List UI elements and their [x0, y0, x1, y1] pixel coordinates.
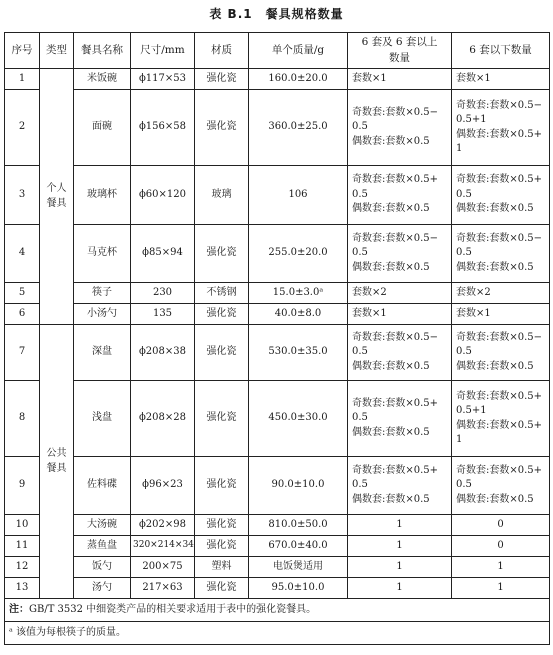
- footnote-row: [5, 622, 550, 645]
- note-text: GB/T 3532 中细瓷类产品的相关要求适用于表中的强化瓷餐具。: [29, 603, 317, 615]
- cell-material: 强化瓷: [195, 381, 249, 457]
- cell-qty-under-6: 套数×1: [452, 304, 550, 325]
- cell-mass: 360.0±25.0: [249, 90, 348, 166]
- table-title: 表 B.1 餐具规格数量: [209, 7, 344, 21]
- cell-material: 强化瓷: [195, 325, 249, 381]
- header-name: 餐具名称: [74, 33, 131, 69]
- cell-qty-under-6: 奇数套:套数×0.5− 0.5 偶数套:套数×0.5: [452, 325, 550, 381]
- cell-qty-under-6: 1: [452, 557, 550, 578]
- cell-qty-under-6: 奇数套:套数×0.5+ 0.5 偶数套:套数×0.5: [452, 457, 550, 515]
- cell-material: 强化瓷: [195, 225, 249, 283]
- cell-size: ϕ96×23: [131, 457, 195, 515]
- header-mass: 单个质量/g: [249, 33, 348, 69]
- cell-size: 217×63: [131, 578, 195, 599]
- table-row: [5, 166, 550, 225]
- cell-name: 马克杯: [74, 225, 131, 283]
- cell-name: 汤勺: [74, 578, 131, 599]
- note-row: [5, 599, 550, 622]
- cell-material: 强化瓷: [195, 90, 249, 166]
- cell-mass: 106: [249, 166, 348, 225]
- cell-mass: 90.0±10.0: [249, 457, 348, 515]
- cell-qty-under-6: 0: [452, 515, 550, 536]
- cell-name: 小汤勺: [74, 304, 131, 325]
- cell-name: 玻璃杯: [74, 166, 131, 225]
- cell-name: 浅盘: [74, 381, 131, 457]
- cell-name: 深盘: [74, 325, 131, 381]
- cell-no: 8: [5, 381, 40, 457]
- cell-name: 筷子: [74, 283, 131, 304]
- cell-mass: 670.0±40.0: [249, 536, 348, 557]
- cell-no: 5: [5, 283, 40, 304]
- cell-qty-6-plus: 奇数套:套数×0.5+ 0.5 偶数套:套数×0.5: [348, 381, 452, 457]
- cell-size: ϕ60×120: [131, 166, 195, 225]
- cell-name: 大汤碗: [74, 515, 131, 536]
- cell-qty-under-6: 奇数套:套数×0.5− 0.5 偶数套:套数×0.5: [452, 225, 550, 283]
- table-row: [5, 578, 550, 599]
- cell-material: 玻璃: [195, 166, 249, 225]
- cell-qty-6-plus: 套数×2: [348, 283, 452, 304]
- cell-material: 强化瓷: [195, 578, 249, 599]
- table-row: [5, 536, 550, 557]
- cell-mass: 450.0±30.0: [249, 381, 348, 457]
- group-personal: 个人 餐具: [40, 69, 74, 325]
- header-qty-under-6: 6 套以下数量: [452, 33, 550, 69]
- cell-no: 3: [5, 166, 40, 225]
- cell-no: 13: [5, 578, 40, 599]
- cell-mass: 255.0±20.0: [249, 225, 348, 283]
- cell-name: 蒸鱼盘: [74, 536, 131, 557]
- cell-no: 2: [5, 90, 40, 166]
- header-type: 类型: [40, 33, 74, 69]
- cell-mass: 160.0±20.0: [249, 69, 348, 90]
- cell-size: 200×75: [131, 557, 195, 578]
- cell-qty-6-plus: 1: [348, 557, 452, 578]
- table-row: [5, 90, 550, 166]
- header-material: 材质: [195, 33, 249, 69]
- cell-size: ϕ85×94: [131, 225, 195, 283]
- cell-size: ϕ208×38: [131, 325, 195, 381]
- cell-material: 强化瓷: [195, 536, 249, 557]
- table-row: [5, 69, 550, 90]
- cell-qty-6-plus: 套数×1: [348, 304, 452, 325]
- cell-name: 饭勺: [74, 557, 131, 578]
- header-no: 序号: [5, 33, 40, 69]
- header-row: [5, 33, 550, 69]
- cell-size: ϕ202×98: [131, 515, 195, 536]
- cell-no: 1: [5, 69, 40, 90]
- cell-qty-6-plus: 1: [348, 536, 452, 557]
- header-qty-6-plus: 6 套及 6 套以上 数量: [348, 33, 452, 69]
- cell-mass: 810.0±50.0: [249, 515, 348, 536]
- cell-mass: 530.0±35.0: [249, 325, 348, 381]
- cell-no: 4: [5, 225, 40, 283]
- cell-qty-6-plus: 1: [348, 578, 452, 599]
- table-row: [5, 515, 550, 536]
- cell-material: 强化瓷: [195, 457, 249, 515]
- table-row: [5, 381, 550, 457]
- table-row: [5, 457, 550, 515]
- header-size: 尺寸/mm: [131, 33, 195, 69]
- table-footnote: ᵃ 该值为每根筷子的质量。: [5, 622, 550, 645]
- cell-qty-under-6: 奇数套:套数×0.5− 0.5+1 偶数套:套数×0.5+ 1: [452, 90, 550, 166]
- cell-qty-6-plus: 1: [348, 515, 452, 536]
- cell-no: 9: [5, 457, 40, 515]
- cell-mass: 95.0±10.0: [249, 578, 348, 599]
- cell-mass: 15.0±3.0ᵃ: [249, 283, 348, 304]
- table-row: [5, 557, 550, 578]
- cell-size: 320×214×34: [131, 536, 195, 557]
- cell-qty-6-plus: 奇数套:套数×0.5+ 0.5 偶数套:套数×0.5: [348, 457, 452, 515]
- cell-material: 强化瓷: [195, 515, 249, 536]
- cell-material: 塑料: [195, 557, 249, 578]
- cell-size: 135: [131, 304, 195, 325]
- cell-qty-under-6: 1: [452, 578, 550, 599]
- cell-mass: 电饭煲适用: [249, 557, 348, 578]
- cell-qty-under-6: 奇数套:套数×0.5+ 0.5+1 偶数套:套数×0.5+ 1: [452, 381, 550, 457]
- cell-size: ϕ208×28: [131, 381, 195, 457]
- cell-size: ϕ156×58: [131, 90, 195, 166]
- cell-name: 面碗: [74, 90, 131, 166]
- cell-qty-under-6: 套数×1: [452, 69, 550, 90]
- cell-qty-under-6: 套数×2: [452, 283, 550, 304]
- note-label: 注：: [9, 603, 29, 615]
- cell-no: 12: [5, 557, 40, 578]
- cell-no: 7: [5, 325, 40, 381]
- cell-qty-6-plus: 奇数套:套数×0.5− 0.5 偶数套:套数×0.5: [348, 90, 452, 166]
- cell-qty-6-plus: 奇数套:套数×0.5− 0.5 偶数套:套数×0.5: [348, 225, 452, 283]
- cell-qty-under-6: 0: [452, 536, 550, 557]
- group-public: 公共 餐具: [40, 325, 74, 599]
- table-row: [5, 304, 550, 325]
- cell-qty-6-plus: 套数×1: [348, 69, 452, 90]
- cell-material: 不锈钢: [195, 283, 249, 304]
- cell-name: 佐料碟: [74, 457, 131, 515]
- cell-size: ϕ117×53: [131, 69, 195, 90]
- cell-material: 强化瓷: [195, 69, 249, 90]
- cell-qty-under-6: 奇数套:套数×0.5+ 0.5 偶数套:套数×0.5: [452, 166, 550, 225]
- cell-no: 10: [5, 515, 40, 536]
- cell-no: 11: [5, 536, 40, 557]
- table-row: [5, 225, 550, 283]
- cell-qty-6-plus: 奇数套:套数×0.5+ 0.5 偶数套:套数×0.5: [348, 166, 452, 225]
- cell-mass: 40.0±8.0: [249, 304, 348, 325]
- cell-material: 强化瓷: [195, 304, 249, 325]
- cell-size: 230: [131, 283, 195, 304]
- tableware-spec-table: [4, 32, 550, 645]
- table-row: [5, 283, 550, 304]
- table-row: [5, 325, 550, 381]
- cell-qty-6-plus: 奇数套:套数×0.5− 0.5 偶数套:套数×0.5: [348, 325, 452, 381]
- cell-name: 米饭碗: [74, 69, 131, 90]
- table-note: [5, 599, 550, 622]
- cell-no: 6: [5, 304, 40, 325]
